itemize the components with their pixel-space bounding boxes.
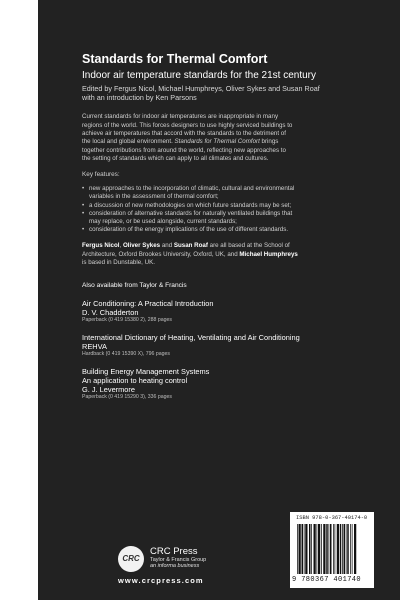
bullet-icon: • (82, 185, 85, 193)
description-line-text: the local and global environment. Standards for Thermal Comfort brings (82, 138, 279, 146)
key-features-heading: Key features: (82, 171, 120, 179)
editors-line: with an introduction by Ken Parsons (82, 93, 197, 103)
related-book (82, 367, 382, 401)
related-book-meta: Paperback (0 419 15380 2), 288 pages (82, 317, 172, 324)
key-feature-line: consideration of the energy implications of the use of different standards. (89, 226, 289, 234)
crc-logo-icon: CRC (118, 546, 144, 572)
author-name: Oliver Sykes (122, 242, 161, 250)
author-name: Michael Humphreys (239, 250, 298, 258)
related-book (82, 333, 382, 358)
publisher-name: CRC Press (150, 546, 198, 557)
description-line: achieve air temperatures that accord with the standards to the detriment of (82, 130, 286, 137)
key-feature-item (82, 210, 382, 226)
key-features-list (82, 185, 382, 234)
key-feature-line: variables in the assessment of thermal comfort; (89, 193, 219, 201)
key-feature-line: may replace, or be used alongside, current standards; (89, 218, 237, 225)
author-name: Susan Roaf (173, 242, 208, 250)
dark-cover-panel (38, 0, 400, 600)
key-feature-line: consideration of alternative standards for naturally ventilated buildings that (89, 209, 293, 217)
cover-content (82, 52, 382, 401)
description-line: regions of the world. This forces designers to use highly serviced buildings to (82, 121, 293, 129)
related-book-author: G. J. Levermore (82, 385, 135, 395)
authors-note (82, 242, 382, 267)
publisher-tagline: an informa business (150, 563, 200, 569)
publisher-group: Taylor & Francis Group (150, 557, 207, 563)
separator: and (160, 242, 174, 250)
editors-line: Edited by Fergus Nicol, Michael Humphreys, Oliver Sykes and Susan Roaf (82, 84, 320, 93)
authors-text: are all based at the School of (207, 242, 290, 250)
authors-line (82, 251, 382, 259)
authors-text: Architecture, Oxford Brookes University, Oxford, UK, and (82, 250, 240, 258)
barcode-icon (296, 524, 368, 576)
ean-digits: 9 780367 401740 (292, 576, 362, 584)
related-book-subtitle: An application to heating control (82, 376, 188, 386)
related-book-author: D. V. Chadderton (82, 308, 139, 318)
authors-line (82, 242, 382, 250)
book-subtitle: Indoor air temperature standards for the 21st century (82, 70, 317, 81)
publisher-logo (118, 546, 258, 586)
description-line: Current standards for indoor air temperatures are inappropriate in many (82, 113, 279, 121)
key-feature-item (82, 185, 382, 201)
related-book-title: Air Conditioning: A Practical Introduction (82, 299, 214, 309)
related-book-author: REHVA (82, 342, 107, 352)
description-line: together contributions from around the world, reflecting new approaches to (82, 146, 286, 154)
key-feature-line: new approaches to the incorporation of climatic, cultural and environmental (89, 185, 295, 193)
author-name: Fergus Nicol (82, 242, 120, 250)
editors-credit (82, 84, 382, 102)
key-feature-line: a discussion of new methodologies on which future standards may be set; (89, 201, 292, 209)
book-description (82, 113, 382, 163)
description-line: the setting of standards which can apply to all climates and cultures. (82, 154, 269, 162)
related-book-title: International Dictionary of Heating, Ventilating and Air Conditioning (82, 333, 300, 343)
authors-line: is based in Dunstable, UK. (82, 259, 155, 266)
bullet-icon: • (82, 209, 85, 217)
separator: , (119, 242, 123, 250)
related-book-meta: Paperback (0 419 15290 3), 336 pages (82, 394, 172, 401)
bullet-icon: • (82, 201, 85, 209)
publisher-url: www.crcpress.com (118, 576, 204, 585)
related-book-meta: Hardback (0 419 15390 X), 796 pages (82, 351, 170, 358)
related-book (82, 299, 382, 324)
isbn-barcode (290, 512, 374, 588)
description-line (82, 138, 382, 146)
isbn-label: ISBN 978-0-367-40174-0 (296, 515, 368, 521)
book-title: Standards for Thermal Comfort (82, 52, 268, 66)
key-feature-item (82, 202, 382, 210)
key-feature-item (82, 226, 382, 234)
bullet-icon: • (82, 226, 85, 234)
italic-book-title: Standards for Thermal Comfort (174, 138, 260, 146)
also-available-heading: Also available from Taylor & Francis (82, 282, 187, 290)
related-book-title: Building Energy Management Systems (82, 367, 210, 377)
